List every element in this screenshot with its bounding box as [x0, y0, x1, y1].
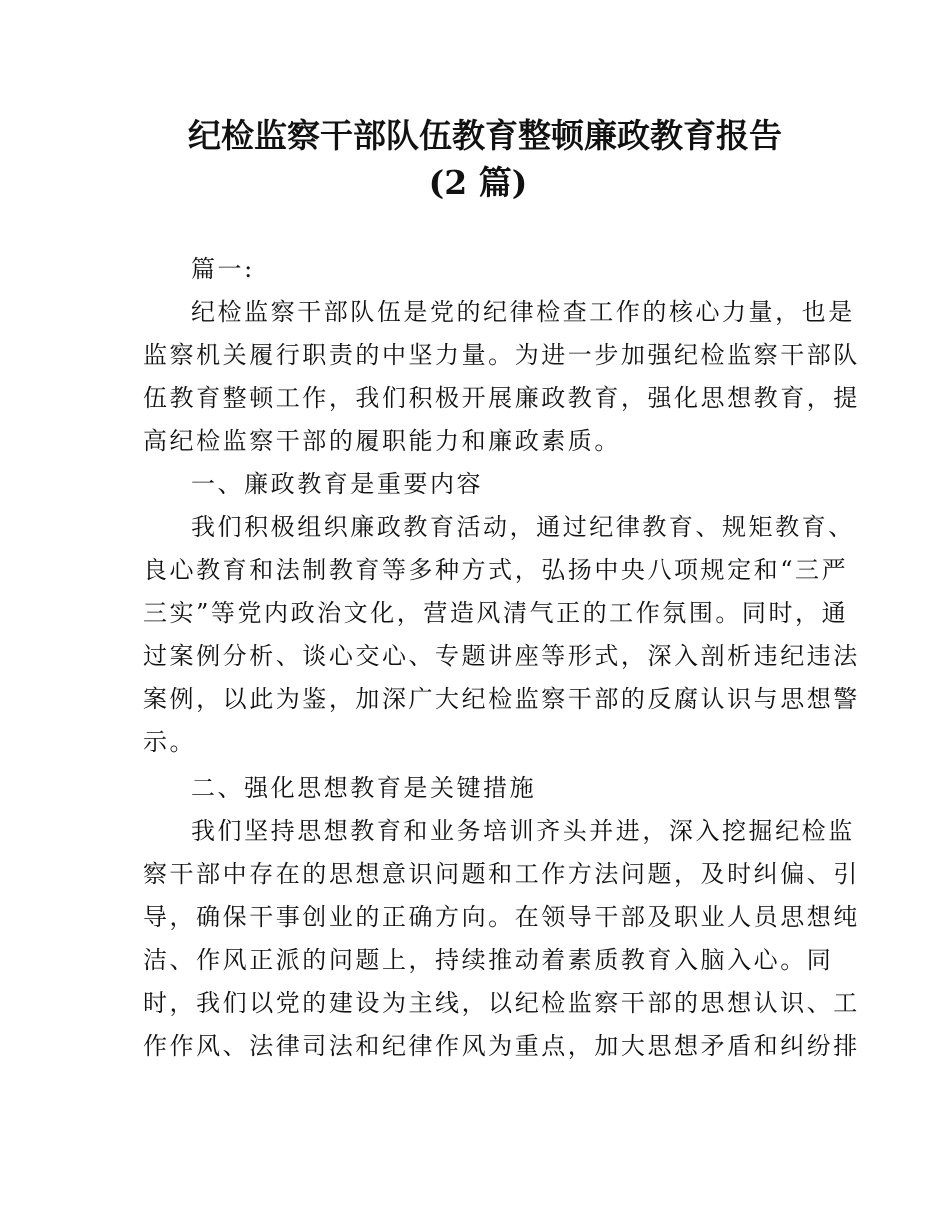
paragraph-line: 作作风、法律司法和纪律作风为重点，加大思想矛盾和纠纷排: [143, 1032, 860, 1060]
paragraph-line: 洁、作风正派的问题上，持续推动着素质教育入脑入心。同: [143, 946, 834, 974]
paragraph-line: 伍教育整顿工作，我们积极开展廉政教育，强化思想教育，提: [143, 384, 860, 412]
paragraph-line: 高纪检监察干部的履职能力和廉政素质。: [143, 427, 621, 455]
paragraph-line: 时，我们以党的建设为主线，以纪检监察干部的思想认识、工: [143, 989, 860, 1017]
section-label: 篇一:: [191, 255, 255, 283]
paragraph-line: 示。: [143, 728, 197, 756]
section-heading: 二、强化思想教育是关键措施: [191, 774, 537, 802]
paragraph-line: 导，确保干事创业的正确方向。在领导干部及职业人员思想纯: [143, 903, 860, 931]
document-title-line-1: 纪检监察干部队伍教育整顿廉政教育报告: [188, 116, 782, 155]
section-heading: 一、廉政教育是重要内容: [191, 470, 484, 498]
paragraph-line: 我们积极组织廉政教育活动，通过纪律教育、规矩教育、: [191, 513, 855, 541]
paragraph-line: 监察机关履行职责的中坚力量。为进一步加强纪检监察干部队: [143, 341, 860, 369]
paragraph-line: 过案例分析、谈心交心、专题讲座等形式，深入剖析违纪违法: [143, 642, 860, 670]
document-title-line-2: (2 篇): [428, 163, 528, 202]
paragraph-line: 察干部中存在的思想意识问题和工作方法问题，及时纠偏、引: [143, 860, 860, 888]
paragraph-line: 案例，以此为鉴，加深广大纪检监察干部的反腐认识与思想警: [143, 685, 860, 713]
paragraph-line: 良心教育和法制教育等多种方式，弘扬中央八项规定和“三严: [143, 556, 849, 584]
paragraph-line: 我们坚持思想教育和业务培训齐头并进，深入挖掘纪检监: [191, 817, 855, 845]
paragraph-line: 三实”等党内政治文化，营造风清气正的工作氛围。同时，通: [143, 599, 849, 627]
paragraph-line: 纪检监察干部队伍是党的纪律检查工作的核心力量，也是: [191, 298, 855, 326]
